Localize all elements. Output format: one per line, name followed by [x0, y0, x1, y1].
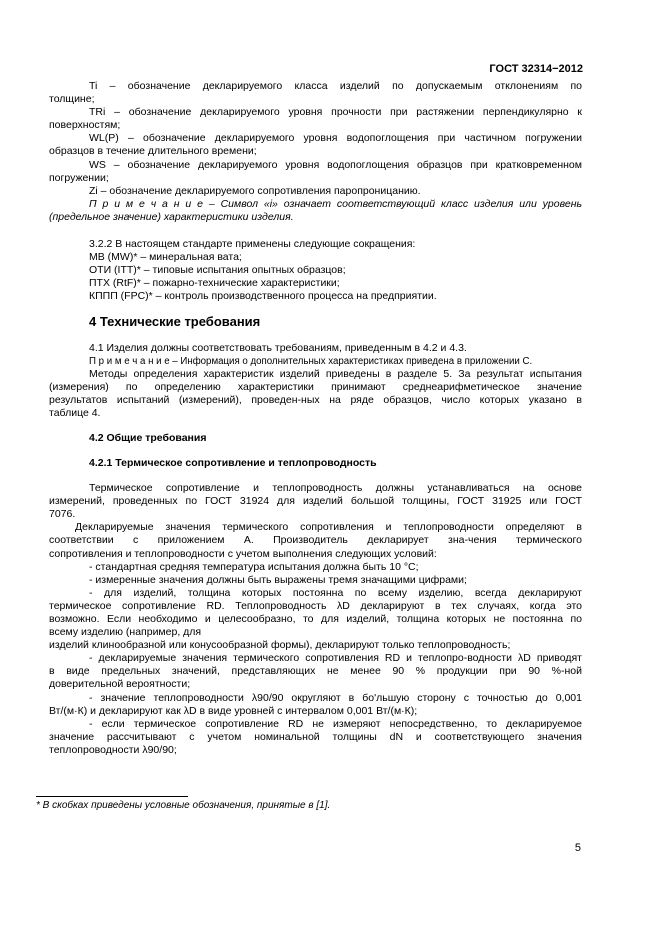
- list-item: - если термическое сопротивление RD не измеряют непосредственно, то декларируемое: [89, 717, 582, 730]
- list-item: - декларируемые значения термического сопротивления RD и теплопро-водности λD приводят: [89, 652, 582, 665]
- footnote-separator: [36, 796, 188, 797]
- list-item: - измеренные значения должны быть выражены тремя значащими цифрами;: [89, 573, 467, 586]
- text-line: в виде предельных значений, представляющих не менее 90 % продукции при 90 %-ной: [49, 665, 582, 678]
- text-line: Ti – обозначение декларируемого класса изделий по допускаемым отклонениям по: [89, 80, 582, 92]
- page-number: 5: [574, 842, 581, 854]
- text-line: 7076.: [49, 508, 76, 521]
- text-line: образцов в течение длительного времени;: [49, 145, 257, 158]
- text-line: результатов испытаний (измерений), проведен-ных на ряде образцов, число которых указано в: [49, 393, 582, 406]
- text-line: изделий клинообразной или конусообразной формы), декларируют только теплопроводность;: [49, 639, 511, 652]
- text-line: термическое сопротивление RD. Теплопроводность λD декларируют в тех случаях, когда это: [49, 599, 582, 612]
- text-line: всему изделию (например, для: [49, 626, 202, 639]
- note-line: П р и м е ч а н и е – Символ «i» означает соответствующий класс изделия или уровень: [89, 197, 582, 210]
- section-heading: 4 Технические требования: [89, 313, 261, 329]
- abbreviation-line: КППП (FPC)* – контроль производственного процесса на предприятии.: [89, 290, 437, 303]
- list-item: - для изделий, толщина которых постоянна по всему изделию, всегда декларируют: [89, 586, 582, 599]
- document-id: ГОСТ 32314−2012: [489, 63, 583, 75]
- text-line: TRi – обозначение декларируемого уровня прочности при растяжении перпендикулярно к: [89, 106, 582, 119]
- text-line: таблице 4.: [49, 406, 101, 419]
- text-line: измерений, проведенных по ГОСТ 31924 для изделий большой толщины, ГОСТ 31925 или ГОСТ: [49, 495, 582, 508]
- text-line: соответствии с приложением А. Производитель декларирует зна-чения термического: [49, 534, 582, 547]
- body-text: [49, 80, 582, 757]
- text-line: 3.2.2 В настоящем стандарте применены следующие сокращения:: [89, 238, 416, 251]
- text-line: 4.1 Изделия должны соответствовать требованиям, приведенным в 4.2 и 4.3.: [89, 341, 467, 354]
- abbreviation-line: ОТИ (ITT)* – типовые испытания опытных образцов;: [89, 264, 346, 277]
- list-item: - значение теплопроводности λ90/90 округляют в бо'льшую сторону с точностью до 0,001: [89, 691, 582, 704]
- text-line: (измерения) по определению характеристики принимают среднеарифметическое значение: [49, 380, 582, 393]
- text-line: поверхностям;: [49, 119, 121, 132]
- subsection-heading: 4.2.1 Термическое сопротивление и теплопроводность: [89, 457, 377, 470]
- text-line: Вт/(м·К) и декларируют как λD в виде уровней с интервалом 0,001 Вт/(м·К);: [49, 704, 418, 717]
- text-line: толщине;: [49, 93, 95, 106]
- text-line: доверительной вероятности;: [49, 678, 191, 691]
- text-line: сопротивления и теплопроводности с учетом выполнения следующих условий:: [49, 547, 437, 560]
- abbreviation-line: ПТХ (RtF)* – пожарно-технические характеристики;: [89, 277, 340, 290]
- subsection-heading: 4.2 Общие требования: [89, 432, 207, 445]
- text-line: Методы определения характеристик изделий приведены в разделе 5. За результат испытания: [89, 367, 582, 380]
- text-line: Декларируемые значения термического сопротивления и теплопроводности определяют в: [75, 521, 582, 534]
- text-line: теплопроводности λ90/90;: [49, 743, 177, 756]
- list-item: - стандартная средняя температура испытания должна быть 10 °С;: [89, 560, 419, 573]
- abbreviation-line: МВ (MW)* – минеральная вата;: [89, 251, 242, 264]
- text-line: возможно. Если необходимо и целесообразно, то для изделий, толщина которых не постоянна по: [49, 613, 582, 625]
- note-line: (предельное значение) характеристики изделия.: [49, 210, 294, 223]
- note-line: П р и м е ч а н и е – Информация о дополнительных характеристиках приведена в приложении С.: [89, 355, 533, 367]
- text-line: Zi – обозначение декларируемого сопротивления паропроницанию.: [89, 184, 421, 197]
- footnote: * В скобках приведены условные обозначения, принятые в [1].: [36, 800, 331, 811]
- text-line: Термическое сопротивление и теплопроводность должны устанавливаться на основе: [89, 482, 582, 495]
- text-line: WS – обозначение декларируемого уровня водопоглощения образцов при кратковременном: [89, 158, 582, 171]
- text-line: погружении;: [49, 171, 109, 184]
- text-line: значение рассчитывают с учетом номинальной толщины dN и соответствующего значения: [49, 730, 582, 743]
- text-line: WL(P) – обозначение декларируемого уровня водопоглощения при частичном погружении: [89, 132, 582, 145]
